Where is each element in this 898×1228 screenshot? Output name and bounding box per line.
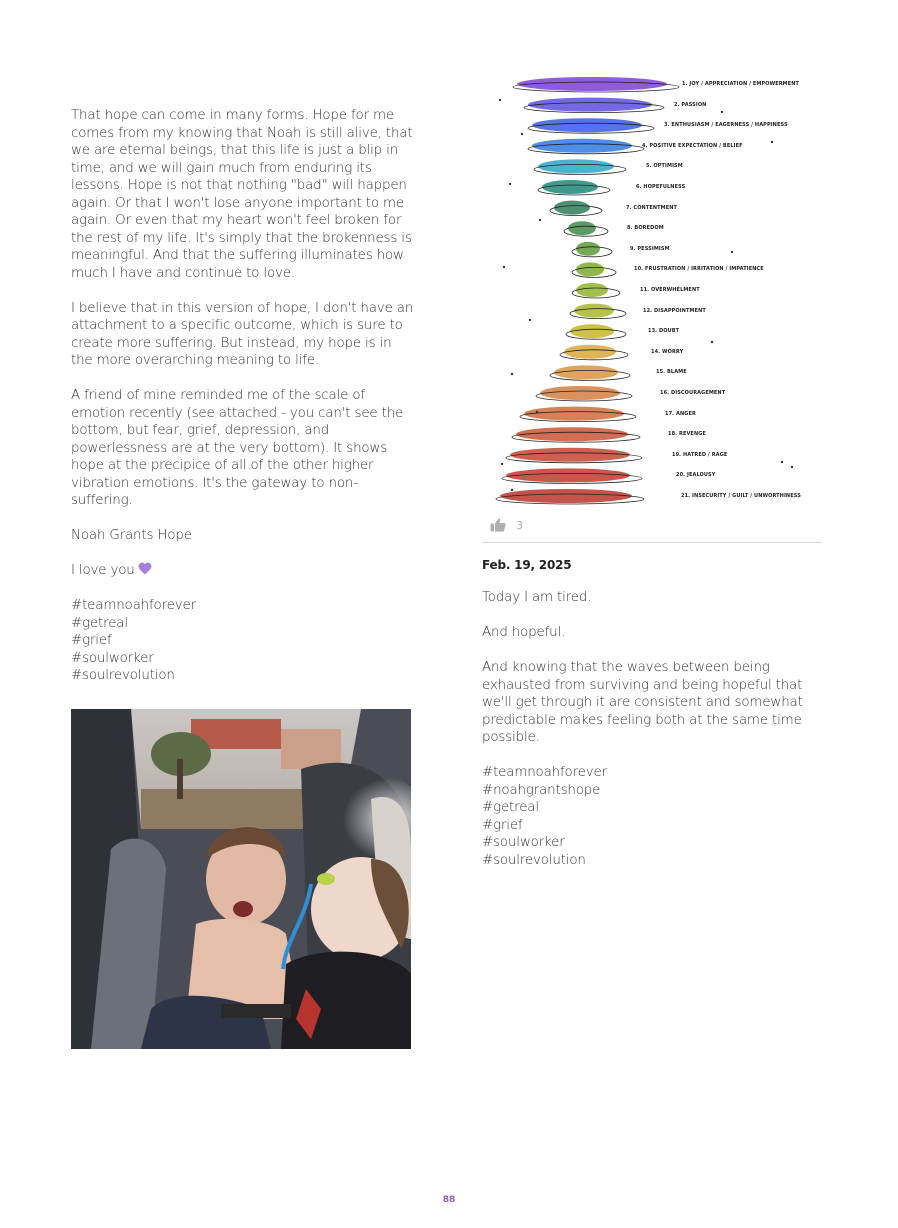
hashtag[interactable]: #soulrevolution	[71, 668, 175, 683]
scale-label: 15. BLAME	[656, 369, 687, 376]
sparkle-dot	[529, 319, 531, 321]
sparkle-dot	[499, 99, 501, 101]
scale-band	[510, 448, 630, 462]
scale-label: 20. JEALOUSY	[676, 472, 716, 479]
scale-label: 5. OPTIMISM	[646, 163, 683, 170]
scale-label: 13. DOUBT	[648, 328, 680, 335]
hashtag[interactable]: #teamnoahforever	[482, 765, 607, 780]
scale-label: 10. FRUSTRATION / IRRITATION / IMPATIENCE	[634, 266, 764, 273]
scale-band	[576, 283, 608, 297]
scale-band	[576, 242, 600, 256]
hashtag[interactable]: #grief	[71, 633, 112, 648]
love-line	[71, 562, 416, 580]
sparkle-dot	[791, 466, 793, 468]
entry-paragraph: And knowing that the waves between being exhausted from surviving and being hopeful that we'll get through it are consistent and somewhat predictable makes feeling both at the same time possible.	[482, 660, 803, 745]
scale-band	[506, 468, 630, 482]
scale-label: 12. DISAPPOINTMENT	[643, 307, 706, 314]
photo-illustration	[71, 709, 411, 1049]
scale-label: 2. PASSION	[674, 101, 707, 108]
like-count: 3	[516, 518, 523, 532]
sparkle-dot	[711, 341, 713, 343]
sparkle-dot	[781, 461, 783, 463]
hashtag[interactable]: #grief	[482, 817, 523, 833]
hashtag[interactable]: #teamnoahforever	[71, 598, 196, 613]
hashtag[interactable]: #getreal	[482, 800, 539, 815]
entry-divider	[482, 542, 822, 543]
scale-label: 16. DISCOURAGEMENT	[660, 390, 726, 396]
scale-label: 3. ENTHUSIASM / EAGERNESS / HAPPINESS	[664, 122, 788, 129]
emotional-guidance-scale	[482, 72, 822, 512]
hashtag[interactable]: #noahgrantshope	[482, 782, 601, 798]
hashtag-list	[71, 597, 416, 685]
sparkle-dot	[503, 266, 505, 268]
sparkle-dot	[509, 183, 511, 185]
hashtag[interactable]: #soulworker	[71, 650, 154, 666]
scale-band	[540, 386, 620, 400]
scale-band	[554, 365, 618, 379]
scale-label: 1. JOY / APPRECIATION / EMPOWERMENT	[682, 81, 800, 87]
sparkle-dot	[501, 463, 503, 465]
sparkle-dot	[511, 373, 513, 375]
sparkle-dot	[731, 251, 733, 253]
scale-band	[517, 77, 667, 91]
scale-band	[532, 118, 642, 132]
scale-label: 9. PESSIMISM	[630, 245, 670, 252]
scale-label: 7. CONTENTMENT	[626, 204, 678, 211]
scale-label: 19. HATRED / RAGE	[672, 451, 728, 458]
entry-body	[482, 589, 827, 869]
like-bar	[490, 517, 523, 533]
hashtag[interactable]: #getreal	[71, 615, 128, 631]
paragraph-scale: A friend of mine reminded me of the scale of emotion recently (see attached - you can't see the bottom, but fear, grief, depression, and powerlessness are at the very bottom). It shows hope at the precipice of all of the other higher vibration emotions. It's the gateway to non-suffering.	[71, 388, 404, 508]
sparkle-dot	[539, 219, 541, 221]
entry-paragraph: And hopeful.	[482, 625, 566, 640]
scale-label: 11. OVERWHELMENT	[640, 287, 700, 293]
hashtag[interactable]: #soulrevolution	[482, 852, 586, 868]
paragraph-attachment: I believe that in this version of hope, I don't have an attachment to a specific outcome, which is sure to create more suffering. But instead, my hope is in the more overarching meaning to life.	[71, 300, 414, 368]
scale-band	[564, 345, 616, 359]
sparkle-dot	[721, 111, 723, 113]
thumbs-up-icon[interactable]	[490, 518, 506, 532]
hashtag[interactable]: #soulworker	[482, 835, 565, 850]
scale-band	[528, 98, 652, 112]
scale-band	[570, 324, 614, 338]
scale-band	[516, 427, 628, 441]
entry-hashtag-list	[482, 764, 827, 869]
love-text: I love you	[71, 563, 135, 578]
scale-band	[500, 489, 632, 503]
scale-label: 17. ANGER	[665, 410, 696, 417]
sparkle-dot	[511, 489, 513, 491]
sparkle-dot	[771, 141, 773, 143]
scale-band	[542, 180, 598, 194]
scale-label: 6. HOPEFULNESS	[636, 184, 686, 190]
scale-band	[568, 221, 596, 235]
scale-band	[538, 159, 614, 173]
scale-band	[574, 304, 614, 318]
entry-paragraph: Today I am tired.	[482, 590, 592, 605]
scale-label: 8. BOREDOM	[627, 225, 664, 232]
scale-label: 21. INSECURITY / GUILT / UNWORTHINESS	[681, 493, 801, 499]
post-body	[71, 107, 416, 685]
sparkle-dot	[536, 411, 538, 413]
page-number: 88	[442, 1195, 456, 1205]
paragraph-hope-forms: That hope can come in many forms. Hope for me comes from my knowing that Noah is still alive, that we are eternal beings, that this life is just a blip in time, and we will gain much from enduring its lessons. Hope is not that nothing "bad" will happen again. Or that I won't lose anyone important to me again. Or even that my heart won't feel broken for the rest of my life. It's simply that the brokenness is meaningful. And that the suffering illuminates how much I have and continue to love.	[71, 108, 413, 281]
scale-band	[532, 139, 632, 153]
scale-label: 14. WORRY	[651, 348, 684, 355]
scale-band	[554, 201, 590, 215]
purple-heart-icon	[138, 562, 152, 575]
scale-band	[524, 407, 624, 421]
paragraph-signature: Noah Grants Hope	[71, 528, 192, 543]
sparkle-dot	[521, 133, 523, 135]
entry-date: Feb. 19, 2025	[482, 558, 572, 572]
scale-label: 18. REVENGE	[668, 431, 706, 438]
kids-car-photo	[71, 709, 411, 1049]
scale-label: 4. POSITIVE EXPECTATION / BELIEF	[642, 142, 743, 149]
scale-band	[576, 262, 604, 276]
